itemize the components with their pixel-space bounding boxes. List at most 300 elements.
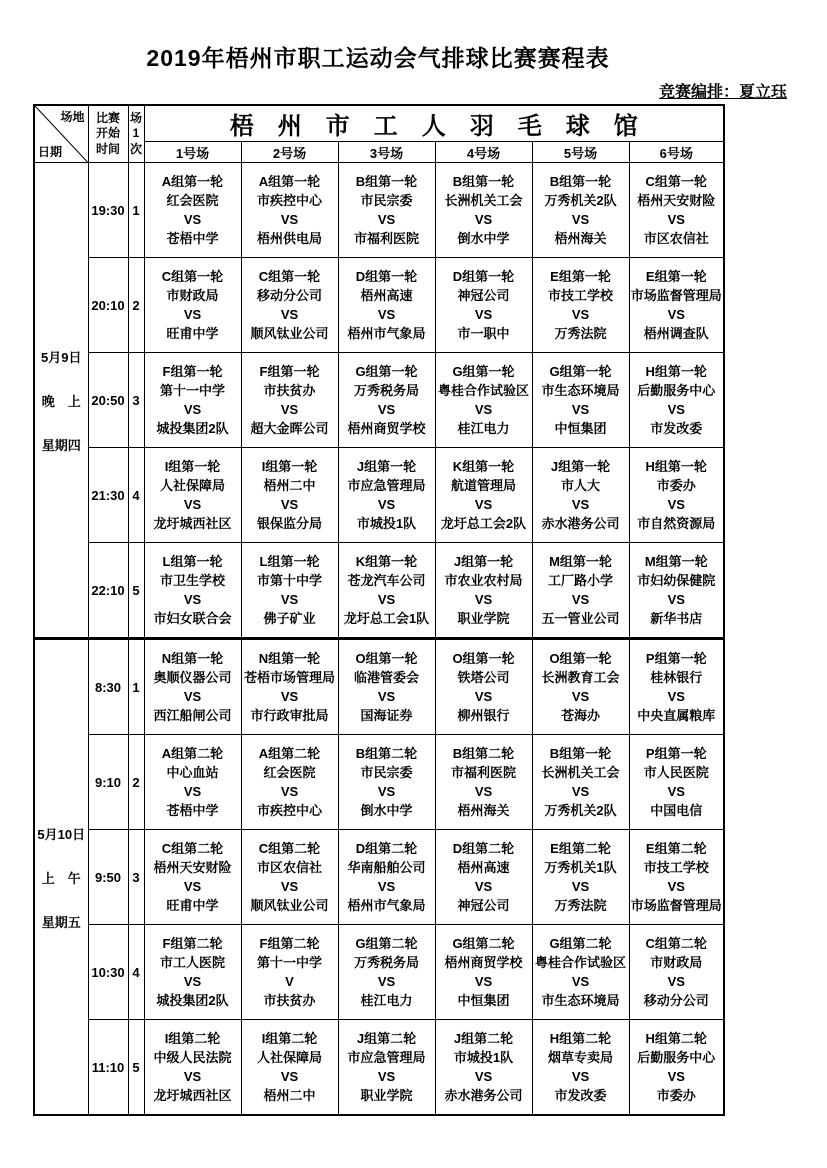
start-time-header-line: 时间 [95,141,120,156]
vs-label: VS [571,592,590,607]
match-round: G组第一轮 [549,364,612,379]
vs-label: VS [183,784,202,799]
session-no-cell: 5 [128,1020,144,1116]
team-home: 苍梧市场管理局 [243,670,335,685]
match-cell [144,830,241,925]
team-away: 旺甫中学 [166,898,219,913]
vs-label: VS [280,1069,299,1084]
match-round: I组第二轮 [164,1031,221,1046]
vs-label: VS [571,879,590,894]
start-time-cell: 20:10 [88,258,128,353]
team-home: 长洲教育工会 [541,670,620,685]
start-time-cell: 10:30 [88,925,128,1020]
match-round: P组第一轮 [645,651,707,666]
vs-label: VS [377,879,396,894]
vs-label: VS [667,402,685,417]
court-header-6: 6号场 [629,142,724,163]
team-away: 万秀法院 [554,326,607,341]
match-cell [629,448,724,543]
vs-label: VS [183,1069,202,1084]
session-no-header-line: 场 [129,110,142,125]
match-round: B组第一轮 [549,174,612,189]
match-cell [338,353,435,448]
match-cell [241,1020,338,1116]
team-away: 顺风钛业公司 [250,898,329,913]
match-cell [435,543,532,639]
team-home: 市第十中学 [256,573,322,588]
vs-label: VS [667,1069,685,1084]
team-away: 苍梧中学 [166,231,219,246]
team-away: 梧州商贸学校 [347,421,426,436]
team-home: 市委办 [656,478,696,493]
vs-label: VS [474,1069,493,1084]
match-round: G组第二轮 [452,936,515,951]
vs-label: VS [571,1069,590,1084]
vs-label: VS [183,592,202,607]
match-cell [241,258,338,353]
header-row-top [34,105,724,142]
vs-label: VS [183,307,202,322]
team-home: 万秀机关1队 [544,860,617,875]
team-home: 粤桂合作试验区 [437,383,529,398]
match-cell [338,1020,435,1116]
match-cell [144,163,241,258]
team-away: 赤水港务公司 [541,516,620,531]
match-round: L组第一轮 [259,554,320,569]
team-away: 龙圩城西社区 [153,516,232,531]
match-round: E组第一轮 [550,269,611,284]
match-round: H组第二轮 [549,1031,612,1046]
match-cell [532,163,629,258]
match-cell [241,163,338,258]
match-cell [144,1020,241,1116]
match-cell [629,925,724,1020]
match-cell [532,258,629,353]
match-cell [532,830,629,925]
vs-label: VS [377,307,396,322]
match-round: O组第一轮 [355,651,418,666]
team-home: 红会医院 [263,765,316,780]
vs-label: VS [377,784,396,799]
match-round: A组第二轮 [258,746,321,761]
team-home: 市卫生学校 [159,573,225,588]
match-cell [435,735,532,830]
page-title: 2019年梧州市职工运动会气排球比赛赛程表 [146,45,610,71]
team-home: 梧州高速 [360,288,413,303]
team-away: 神冠公司 [457,898,510,913]
match-round: P组第一轮 [645,746,707,761]
match-round: B组第二轮 [355,746,418,761]
team-away: 桂江电力 [457,421,510,436]
venue-title: 梧州市工人羽毛球馆 [144,105,724,142]
match-cell [338,639,435,735]
match-round: I组第一轮 [164,459,221,474]
vs-label: VS [667,307,685,322]
day-period: 上 午 [41,870,81,886]
match-cell [338,258,435,353]
court-header-5: 5号场 [532,142,629,163]
team-away: 梧州市气象局 [347,326,426,341]
vs-label: VS [280,212,299,227]
team-away: 柳州银行 [457,708,510,723]
team-away: 苍海办 [560,708,600,723]
vs-label: VS [377,212,396,227]
vs-label: VS [280,307,299,322]
team-home: 第十一中学 [256,955,322,970]
team-away: 桂江电力 [360,993,413,1008]
match-round: J组第二轮 [356,1031,417,1046]
corner-cell [34,105,88,163]
team-home: 粤桂合作试验区 [534,955,626,970]
match-round: J组第一轮 [550,459,611,474]
vs-label: VS [667,784,685,799]
team-away: 中国电信 [650,803,703,818]
match-cell [241,353,338,448]
match-cell [338,543,435,639]
start-time-header-line: 开始 [95,126,120,141]
match-cell [144,925,241,1020]
match-round: E组第一轮 [645,269,707,284]
team-home: 临港管委会 [353,670,419,685]
vs-label: VS [667,497,685,512]
team-home: 移动分公司 [256,288,322,303]
start-time-cell: 11:10 [88,1020,128,1116]
court-header-4: 4号场 [435,142,532,163]
vs-label: VS [571,497,590,512]
vs-label: VS [280,879,299,894]
team-home: 红会医院 [166,193,219,208]
day-cell-wrap [35,347,88,454]
match-cell [435,448,532,543]
match-cell [241,448,338,543]
team-home: 市区农信社 [256,860,322,875]
match-round: C组第一轮 [645,174,707,189]
match-round: J组第一轮 [356,459,417,474]
match-cell [144,448,241,543]
session-no-cell: 4 [128,448,144,543]
match-round: E组第二轮 [550,841,611,856]
vs-label: VS [474,592,493,607]
match-round: K组第一轮 [355,554,418,569]
match-cell [532,735,629,830]
schedule-row [34,163,724,258]
match-cell [629,543,724,639]
match-cell [629,258,724,353]
vs-label: VS [377,689,396,704]
session-no-cell: 5 [128,543,144,639]
team-away: 市一职中 [457,326,510,341]
start-time-header [88,105,128,163]
match-round: N组第一轮 [258,651,321,666]
team-home: 工厂路小学 [547,573,613,588]
match-round: D组第一轮 [452,269,515,284]
match-round: B组第一轮 [549,746,612,761]
team-away: 市疾控中心 [256,803,322,818]
match-round: M组第一轮 [644,554,708,569]
match-cell [435,163,532,258]
vs-label: VS [571,402,590,417]
match-cell [241,639,338,735]
vs-label: VS [280,784,299,799]
corner-date-label: 日期 [38,145,63,159]
match-cell [629,353,724,448]
match-round: F组第二轮 [162,936,223,951]
match-round: M组第一轮 [549,554,612,569]
match-cell [629,1020,724,1116]
match-cell [629,639,724,735]
start-time-cell: 21:30 [88,448,128,543]
match-cell [338,925,435,1020]
match-cell [338,735,435,830]
team-home: 市技工学校 [547,288,613,303]
match-cell [241,925,338,1020]
match-round: O组第一轮 [452,651,515,666]
match-round: G组第一轮 [355,364,418,379]
team-away: 万秀机关2队 [544,803,617,818]
team-away: 中恒集团 [554,421,607,436]
team-away: 万秀法院 [554,898,607,913]
match-cell [532,448,629,543]
match-round: A组第一轮 [161,174,224,189]
team-home: 市生态环境局 [541,383,620,398]
match-cell [532,543,629,639]
team-away: 市区农信社 [643,231,709,246]
team-home: 梧州二中 [263,478,316,493]
match-cell [338,830,435,925]
schedule-row [34,448,724,543]
match-cell [532,639,629,735]
organizer-credit: 竞赛编排：夏立珏 [658,84,787,101]
team-away: 市场监督管理局 [630,898,722,913]
team-home: 航道管理局 [450,478,516,493]
start-time-cell: 20:50 [88,353,128,448]
start-time-header-line: 比赛 [95,110,120,125]
team-away: 梧州二中 [263,1088,316,1103]
vs-label: VS [183,974,202,989]
team-home: 梧州天安财险 [637,193,716,208]
match-round: H组第一轮 [645,459,707,474]
match-round: N组第一轮 [161,651,224,666]
vs-label: VS [183,879,202,894]
match-round: H组第二轮 [645,1031,707,1046]
match-cell [144,258,241,353]
schedule-body [34,163,724,1116]
team-home: 神冠公司 [457,288,510,303]
match-cell [241,830,338,925]
vs-label: VS [474,974,493,989]
team-home: 市福利医院 [450,765,516,780]
team-away: 梧州调查队 [643,326,709,341]
vs-label: VS [667,689,685,704]
team-home: 人社保障局 [256,1050,322,1065]
team-home: 市人大 [560,478,600,493]
schedule-row [34,543,724,639]
schedule-row [34,258,724,353]
vs-label: VS [280,592,299,607]
team-home: 市民宗委 [360,193,413,208]
team-away: 移动分公司 [643,993,709,1008]
match-round: F组第二轮 [259,936,320,951]
court-header-3: 3号场 [338,142,435,163]
match-cell [629,735,724,830]
match-round: B组第二轮 [452,746,515,761]
court-header-1: 1号场 [144,142,241,163]
team-away: 梧州市气象局 [347,898,426,913]
court-header-2: 2号场 [241,142,338,163]
team-home: 市农业农村局 [444,573,523,588]
session-no-header-line: 1 [132,126,140,141]
match-cell [629,163,724,258]
team-away: 市福利医院 [353,231,419,246]
team-home: 后勤服务中心 [637,1050,716,1065]
team-home: 万秀税务局 [353,955,419,970]
team-away: 市自然资源局 [637,516,716,531]
team-away: 苍梧中学 [166,803,219,818]
team-away: 倒水中学 [457,231,510,246]
team-home: 梧州天安财险 [153,860,232,875]
match-cell [144,543,241,639]
team-home: 市技工学校 [643,860,709,875]
team-home: 烟草专卖局 [547,1050,613,1065]
match-round: L组第一轮 [162,554,223,569]
team-away: 市发改委 [650,421,703,436]
team-home: 后勤服务中心 [637,383,716,398]
team-away: 梧州海关 [554,231,607,246]
vs-label: V [285,974,294,989]
vs-label: VS [474,497,493,512]
team-away: 龙圩总工会2队 [440,516,527,531]
team-away: 倒水中学 [360,803,413,818]
vs-label: VS [377,497,396,512]
team-away: 城投集团2队 [156,993,229,1008]
team-home: 市财政局 [166,288,219,303]
vs-label: VS [571,689,590,704]
session-no-cell: 4 [128,925,144,1020]
team-away: 银保监分局 [256,516,322,531]
vs-label: VS [474,402,493,417]
vs-label: VS [183,497,202,512]
team-home: 市人民医院 [643,765,709,780]
session-no-cell: 2 [128,258,144,353]
match-round: B组第一轮 [452,174,515,189]
vs-label: VS [183,212,202,227]
day-period: 晚 上 [41,393,81,409]
vs-label: VS [474,784,493,799]
match-cell [144,353,241,448]
team-away: 中央直属粮库 [637,708,716,723]
team-home: 梧州商贸学校 [444,955,523,970]
team-away: 中恒集团 [457,993,510,1008]
match-round: C组第一轮 [161,269,224,284]
team-away: 佛子矿业 [263,611,316,626]
team-home: 市疾控中心 [256,193,322,208]
vs-label: VS [571,212,590,227]
day-cell-wrap [35,824,88,931]
match-round: C组第二轮 [645,936,707,951]
schedule-row [34,353,724,448]
vs-label: VS [474,307,493,322]
team-away: 市妇女联合会 [153,611,232,626]
match-round: O组第一轮 [549,651,612,666]
match-round: J组第一轮 [453,554,514,569]
team-away: 新华书店 [650,611,703,626]
match-round: E组第二轮 [645,841,707,856]
vs-label: VS [183,689,202,704]
match-round: A组第二轮 [161,746,224,761]
vs-label: VS [183,402,202,417]
start-time-cell: 8:30 [88,639,128,735]
team-home: 中级人民法院 [153,1050,232,1065]
match-round: K组第一轮 [452,459,515,474]
match-round: F组第一轮 [162,364,223,379]
match-round: G组第二轮 [549,936,612,951]
vs-label: VS [571,784,590,799]
match-round: D组第二轮 [355,841,418,856]
match-cell [532,353,629,448]
match-round: A组第一轮 [258,174,321,189]
team-away: 五一管业公司 [541,611,620,626]
match-cell [338,163,435,258]
vs-label: VS [474,879,493,894]
team-away: 市委办 [656,1088,696,1103]
corner-venue-label: 场地 [60,110,85,124]
team-home: 市民宗委 [360,765,413,780]
day-date: 5月9日 [41,349,82,365]
match-round: C组第二轮 [161,841,224,856]
session-no-cell: 2 [128,735,144,830]
match-cell [144,735,241,830]
team-home: 奥顺仪器公司 [153,670,232,685]
match-round: I组第一轮 [261,459,318,474]
start-time-cell: 22:10 [88,543,128,639]
vs-label: VS [474,689,493,704]
match-round: J组第二轮 [453,1031,514,1046]
match-cell [241,543,338,639]
team-away: 市城投1队 [356,516,417,531]
match-cell [629,830,724,925]
team-away: 梧州海关 [457,803,510,818]
match-cell [435,639,532,735]
team-away: 市生态环境局 [541,993,620,1008]
schedule-row [34,925,724,1020]
team-home: 市城投1队 [453,1050,514,1065]
team-home: 市财政局 [650,955,703,970]
session-no-cell: 1 [128,163,144,258]
match-round: G组第一轮 [452,364,515,379]
match-round: H组第一轮 [645,364,707,379]
schedule-row [34,639,724,735]
team-home: 中心血站 [166,765,219,780]
schedule-row [34,735,724,830]
session-no-header-line: 次 [129,141,142,156]
vs-label: VS [667,974,685,989]
day-date: 5月10日 [37,826,86,842]
session-no-header [128,105,144,163]
team-away: 龙圩总工会1队 [343,611,430,626]
team-away: 市发改委 [554,1088,607,1103]
team-away: 国海证券 [360,708,413,723]
team-away: 职业学院 [457,611,510,626]
day-weekday: 星期五 [41,914,81,930]
match-cell [241,735,338,830]
match-round: G组第二轮 [355,936,418,951]
team-home: 市应急管理局 [347,478,426,493]
vs-label: VS [280,402,299,417]
schedule-sheet [33,0,787,1116]
team-home: 长洲机关工会 [541,765,620,780]
team-away: 超大金晖公司 [250,421,329,436]
match-cell [144,639,241,735]
